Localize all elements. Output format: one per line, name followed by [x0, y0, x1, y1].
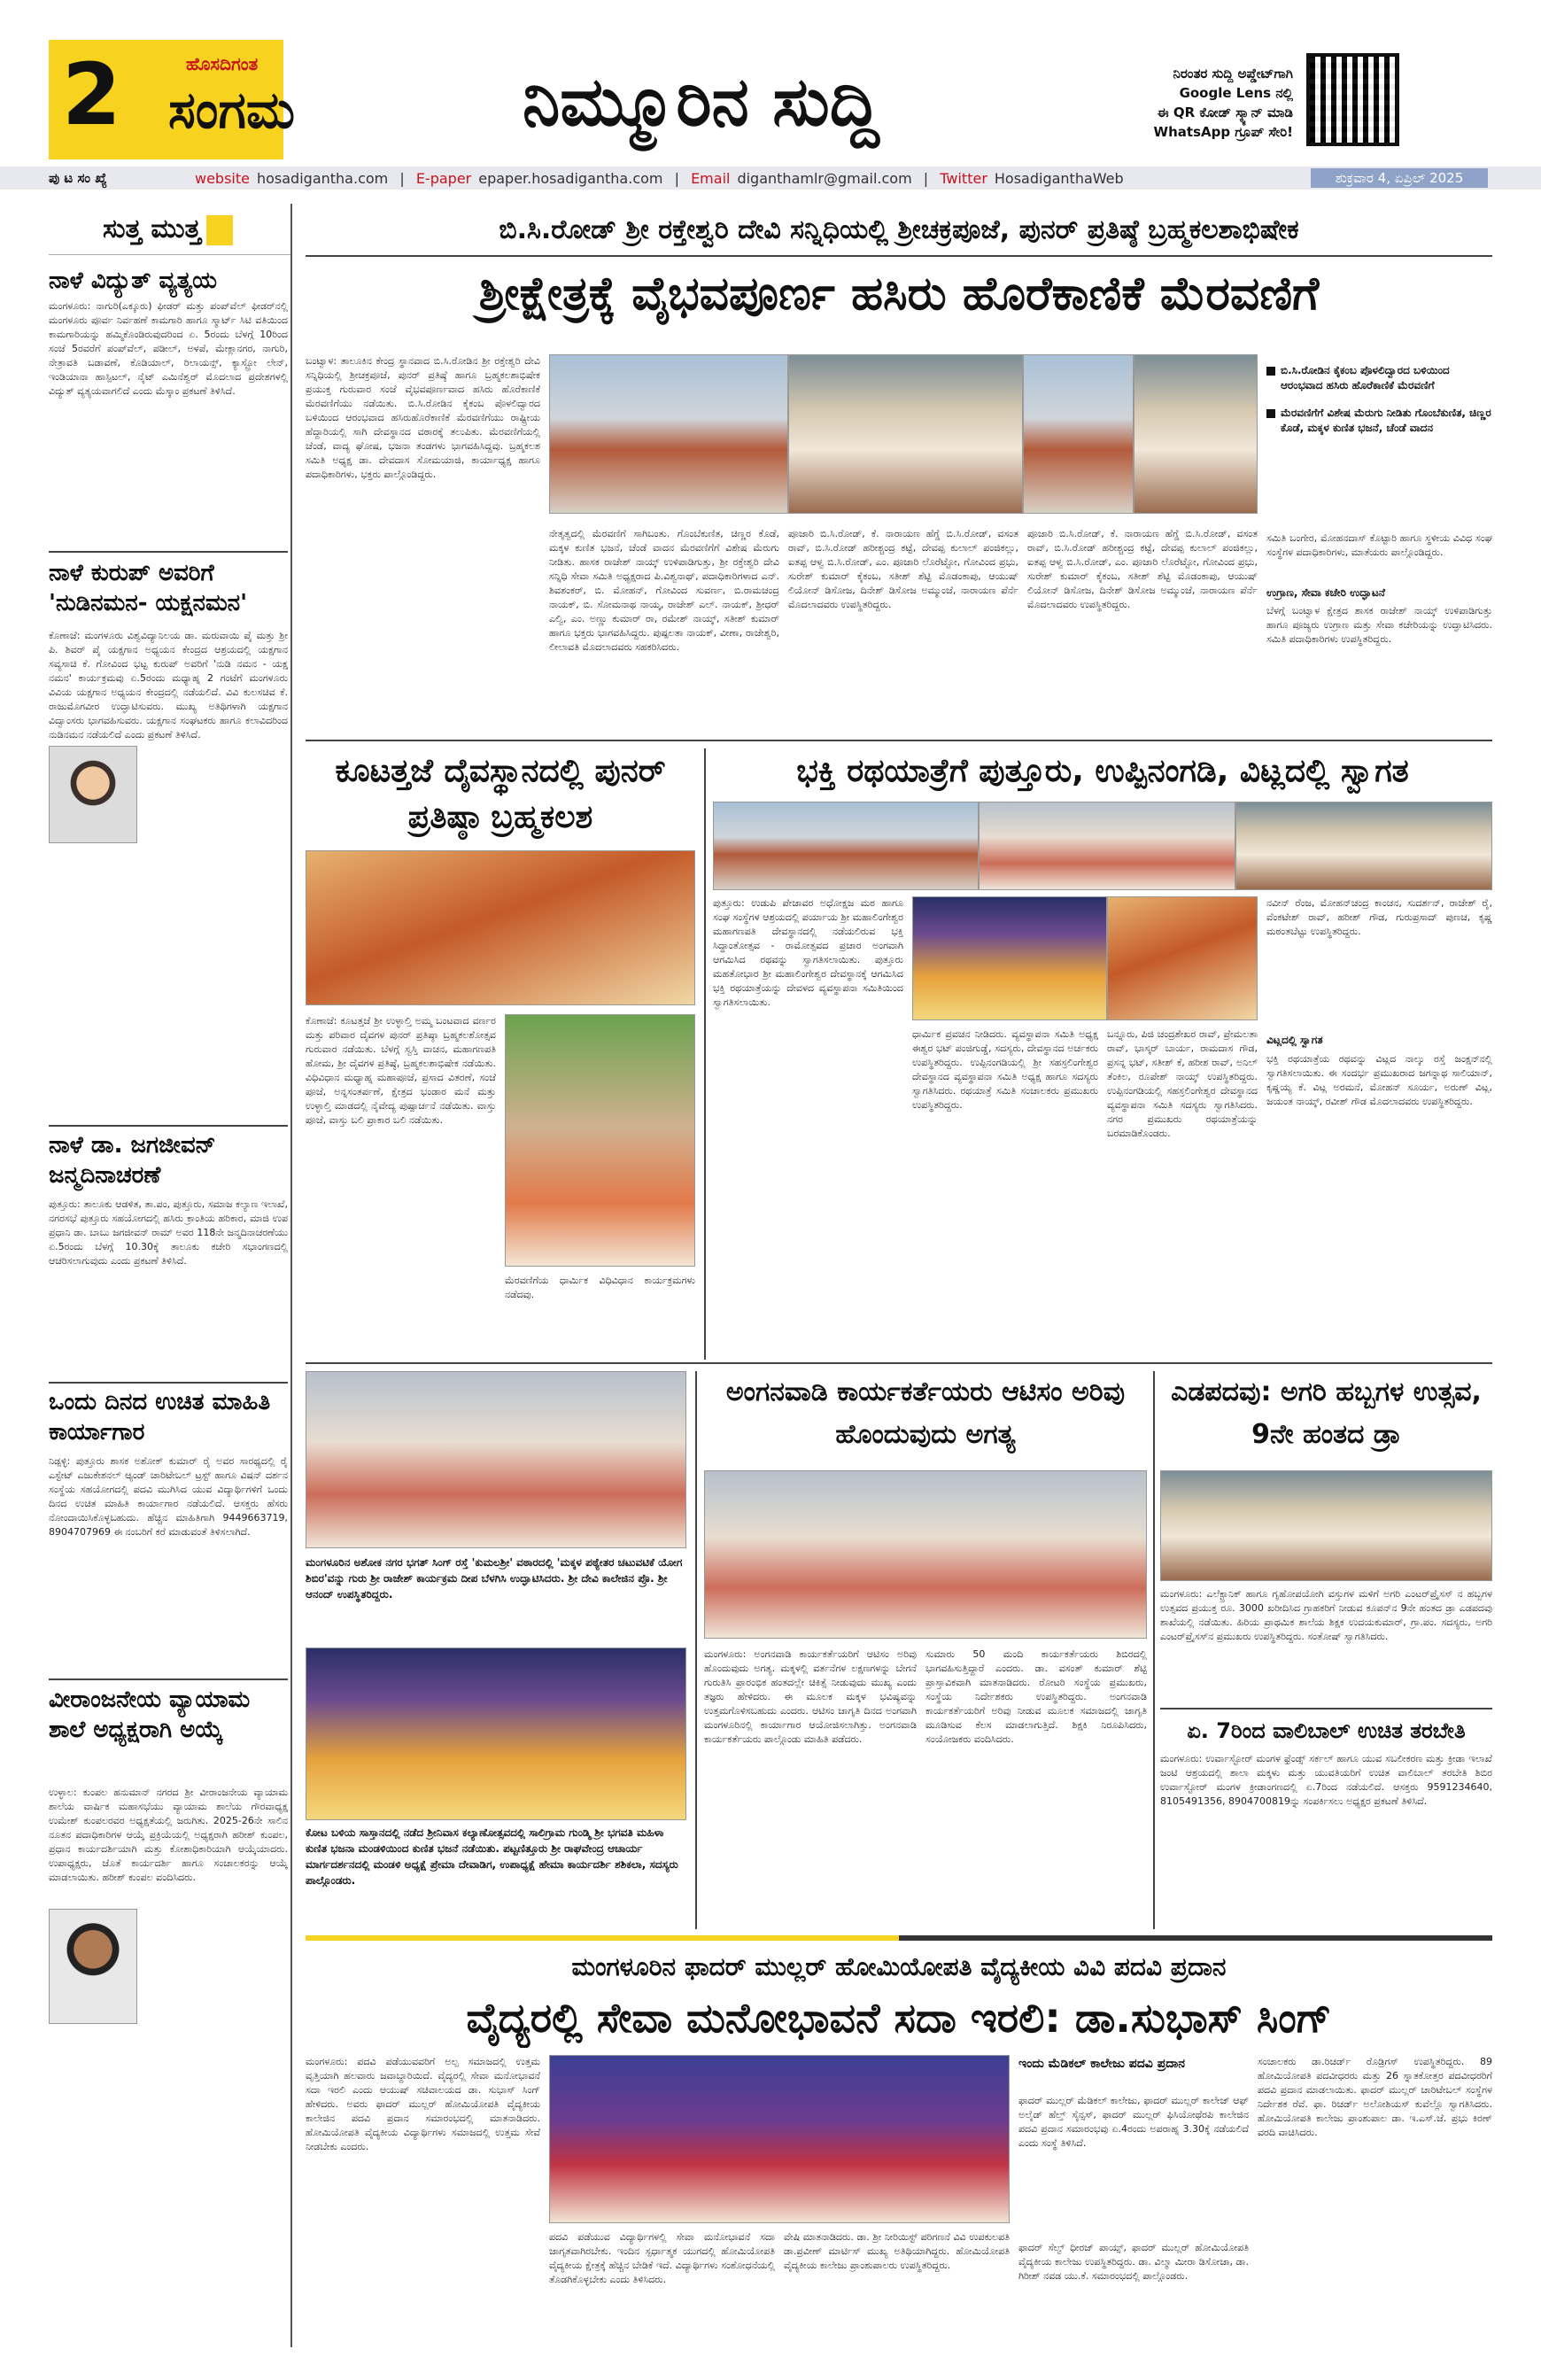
divider [306, 740, 1492, 741]
whatsapp-promo [1098, 64, 1293, 142]
chariot-photo [912, 896, 1107, 1020]
story-body: ಮಂಗಳೂರು: ನಾಗುರಿ(ಎಕ್ಕೂರು) ಫೀಡರ್ ಮತ್ತು ಪಂಪ್‌ವೆಲ್ ಫೀಡರ್‌ನಲ್ಲಿ ಮಂಗಳೂರು ಪೂರ್ವ ನಿರ್ವಹಣೆ ಕಾಮಗಾರಿ ಹಾಗೂ ಸ್ಮಾರ್ಟ್ ಸಿಟಿ ವತಿಯಿಂದ ಕಾಮಗಾರಿಯನ್ನು ಹಮ್ಮಿಕೊಂಡಿರುವುದರಿಂದ ಏ. 5ರಂದು ಬೆಳಗ್ಗೆ 10ರಿಂದ ಸಂಜೆ 5ರವರೆಗೆ ಪಂಪ್‌ವೆಲ್, ಪಡೀಲ್, ಅಳಪೆ, ಮೇಕ್ಲಾನಗರ, ನಾಗುರಿ, ನೇತ್ರಾವತಿ ಬಡಾವಣೆ, ಕೊಡಿಯಾಲ್, ರಿಲಾಯನ್ಸ್, ಕ್ಯಾಸ್ಟ್ರೋ ಲೇನ್, ಇಂಡಿಯಾನಾ ಹಾಸ್ಪಿಟಲ್, ನೈಟ್ ಎಮಿನೆಶ್ವರ್ ಮೊದಲಾದ ಪ್ರದೇಶಗಳಲ್ಲಿ ವಿದ್ಯುತ್ ವ್ಯತ್ಯಯವಾಗಲಿದೆ ಎಂದು ಮೆಸ್ಕಾಂ ಪ್ರಕಟಣೆ ತಿಳಿಸಿದೆ. [49, 300, 288, 397]
highlights-box [1266, 363, 1492, 554]
story-headline: ನಾಳೆ ವಿದ್ಯುತ್ ವ್ಯತ್ಯಯ [49, 267, 218, 294]
story-body: ಪುತ್ತೂರು: ಉಡುಪಿ ಪೇಜಾವರ ಅಧೋಕ್ಷಜ ಮಠ ಹಾಗೂ ಸಂಘ ಸಂಸ್ಥೆಗಳ ಆಶ್ರಯದಲ್ಲಿ ಪರ್ಯಾಯ ಶ್ರೀ ಮಹಾಲಿಂಗೇಶ್ವರ ಮಹಾಗಣಪತಿ ದೇವಸ್ಥಾನದಲ್ಲಿ ನಡೆಯಲಿರುವ ಭಕ್ತಿ ಸಿದ್ಧಾಂತೋತ್ಸವ - ರಾಮೋತ್ಸವದ ಪ್ರಚಾರ ಅಂಗವಾಗಿ ಆಗಮಿಸಿದ ರಥವನ್ನು ಸ್ವಾಗತಿಸಲಾಯಿತು. ಪುತ್ತೂರು ಮಹತೋಭಾರ ಶ್ರೀ ಮಹಾಲಿಂಗೇಶ್ವರ ದೇವಸ್ಥಾನಕ್ಕೆ ಆಗಮಿಸಿದ ಭಕ್ತಿ ರಥಯಾತ್ರೆಯನ್ನು ದೇವಳದ ವ್ಯವಸ್ಥಾಪನಾ ಸಮಿತಿಯಿಂದ ಸ್ವಾಗತಿಸಲಾಯಿತು. [713, 897, 903, 1008]
story-body: ಕೊಣಾಜೆ: ಕೂಟತ್ತಜೆ ಶ್ರೀ ಉಳ್ಳಾಲ್ತಿ ಅಮ್ಮ ಬಂಟವಾದ ವರ್ಣರ ಮತ್ತು ಪರಿವಾರ ದೈವಗಳ ಪುನರ್ ಪ್ರತಿಷ್ಠಾ ಬ್ರಹ್ಮಕಲಶೋತ್ಸವ ಗುರುವಾರ ನಡೆಯಿತು. ಬೆಳಗ್ಗೆ ಸ್ವಸ್ತಿ ವಾಚನ, ಮಹಾಗಣಪತಿ ಹೋಮ, ಶ್ರೀ ದೈವಗಳ ಪ್ರತಿಷ್ಠೆ, ಬ್ರಹ್ಮಕಲಶಾಭಿಷೇಕ ನಡೆಯಿತು. ವಿಧಿವಿಧಾನ ಮಧ್ಯಾಹ್ನ ಮಹಾಪೂಜೆ, ಪ್ರಸಾದ ವಿತರಣೆ, ಸಂಜೆ ಪೂಜೆ, ಅನ್ನಸಂತರ್ಪಣೆ, ಕ್ಷೇತ್ರದ ಭಂಡಾರ ಮನೆ ಮತ್ತು ಉಳ್ಳಾಲ್ತಿ ಮಾಡದಲ್ಲಿ ನೈವೇದ್ಯ ಪುಷ್ಪಾರ್ಚನೆ ನಡೆಯಿತು. ವಾಸ್ತು ಪೂಜೆ, ವಾಸ್ತು ಬಲಿ ಪ್ರಾಕಾರ ಬಲಿ ನಡೆಯಿತು. [306, 1015, 496, 1126]
story-body: ಪೂಜಾರಿ ಬಿ.ಸಿ.ರೋಡ್, ಕೆ. ನಾರಾಯಣ ಹೆಗ್ಡೆ ಬಿ.ಸಿ.ರೋಡ್, ವಸಂತ ರಾವ್, ಬಿ.ಸಿ.ರೋಡ್ ಹರೀಶ್ಚಂದ್ರ ಕಟ್ಟೆ, ದೇವಪ್ಪ ಕುಲಾಲ್ ಪಂಜಿಕಲ್ಲು, ಐತಪ್ಪ ಆಳ್ವ ಬಿ.ಸಿ.ರೋಡ್, ಎಂ. ಪೂಜಾರಿ ಲೊರೆಟ್ಟೋ, ಗೋವಿಂದ ಪ್ರಭು, ಸುರೇಶ್ ಕುಮಾರ್ ಕೈಕಂಬ, ಸತೀಶ್ ಶೆಟ್ಟಿ ಮೊಡಂಕಾಪು, ಆಯುಷ್ ಲಿಯೋನ್ ಡಿಸೋಜ, ದಿನೇಶ್ ಡಿಸೋಜ ಅಮ್ಮುಂಜೆ, ನಾರಾಯಣ ಪೆರ್ನೆ ಮೊದಲಾದವರು ಉಪಸ್ಥಿತರಿದ್ದರು. [788, 528, 1018, 610]
divider [49, 1678, 288, 1680]
promo-line: WhatsApp ಗ್ರೂಪ್ ಸೇರಿ! [1153, 124, 1293, 140]
website-label: website [195, 170, 250, 187]
epaper-link[interactable]: epaper.hosadigantha.com [478, 170, 663, 187]
story-body: ಉಳ್ಳಾಲ: ಕುಂಪಲ ಹನುಮಾನ್ ನಗರದ ಶ್ರೀ ವೀರಾಂಜನೇಯ ವ್ಯಾಯಾಮ ಶಾಲೆಯ ವಾರ್ಷಿಕ ಮಹಾಸಭೆಯು ವ್ಯಾಯಾಮ ಶಾಲೆಯ ಗೌರವಾಧ್ಯಕ್ಷ ಉಮೇಶ್ ಕುಂಪಲರವರ ಅಧ್ಯಕ್ಷತೆಯಲ್ಲಿ ಜರುಗಿತು. 2025-26ನೇ ಸಾಲಿನ ನೂತನ ಪದಾಧಿಕಾರಿಗಳ ಆಯ್ಕೆ ಪ್ರಕ್ರಿಯೆಯಲ್ಲಿ ಅಧ್ಯಕ್ಷರಾಗಿ ಹರೀಶ್ ಕುಂಪಲ, ಪ್ರಧಾನ ಕಾರ್ಯದರ್ಶಿಯಾಗಿ ಮತ್ತು ಕೋಶಾಧಿಕಾರಿಯಾಗಿ ಆಯ್ಕೆಯಾದರು. ಉಪಾಧ್ಯಕ್ಷರು, ಜೊತೆ ಕಾರ್ಯದರ್ಶಿ ಹಾಗೂ ಸಂಚಾಲಕರನ್ನು ಆಯ್ಕೆ ಮಾಡಲಾಯಿತು. ಹರೀಶ್ ಕುಂಪಲ ವಂದಿಸಿದರು. [49, 1787, 288, 1883]
story-body: ಮಂಗಳೂರು: ಉರ್ವಾಸ್ಟೋರ್ ಮಂಗಳ ಫ್ರೆಂಡ್ಸ್ ಸರ್ಕಲ್ ಹಾಗೂ ಯುವ ಸಬಲೀಕರಣ ಮತ್ತು ಕ್ರೀಡಾ ಇಲಾಖೆ ಜಂಟಿ ಆಶ್ರಯದಲ್ಲಿ ಶಾಲಾ ಮಕ್ಕಳು ಮತ್ತು ಯುವತಿಯರಿಗೆ ಉಚಿತ ವಾಲಿಬಾಲ್ ತರಬೇತಿ ಶಿಬಿರ ಉರ್ವಾಸ್ಟೋರ್ ಮಂಗಳ ಕ್ರೀಡಾಂಗಣದಲ್ಲಿ ಏ.7ರಿಂದ ನಡೆಯಲಿದೆ. ಆಸಕ್ತರು 9591234640, 8105491356, 8904700819ನ್ನು ಸಂಪರ್ಕಿಸಲು ಅಧ್ಯಕ್ಷರ ಪ್ರಕಟಣೆ ತಿಳಿಸಿದೆ. [1160, 1753, 1492, 1807]
divider [49, 1382, 288, 1384]
story-body: ಸುಮಾರು 50 ಮಂದಿ ಕಾರ್ಯಕರ್ತೆಯರು ಶಿಬಿರದಲ್ಲಿ ಭಾಗವಹಿಸುತ್ತಿದ್ದಾರೆ ಎಂದರು. ಡಾ. ವಸಂತ್ ಕುಮಾರ್ ಶೆಟ್ಟಿ ಪ್ರಾಸ್ತಾವಿಕವಾಗಿ ಮಾತನಾಡಿದರು. ರೋಟರಿ ಸಂಸ್ಥೆಯ ಪ್ರಮುಖರು, ಸಂಸ್ಥೆಯ ನಿರ್ದೇಶಕರು ಉಪಸ್ಥಿತರಿದ್ದರು. ಅಂಗನವಾಡಿ ಕಾರ್ಯಕರ್ತೆಯರಿಗೆ ಅರಿವು ನೀಡುವ ಮೂಲಕ ಸಮಾಜದಲ್ಲಿ ಜಾಗೃತಿ ಮೂಡಿಸುವ ಕೆಲಸ ಮಾಡಲಾಗುತ್ತಿದೆ. ಶಿಕ್ಷಕಿ ನಿರೂಪಿಸಿದರು, ಸಂಯೋಜಕರು ವಂದಿಸಿದರು. [925, 1648, 1147, 1745]
story-body: ಫಾದರ್ ಸೆಲ್ವ್ ಧೀರಜ್ ಪಾಯ್ಸ್, ಫಾದರ್ ಮುಲ್ಲರ್ ಹೋಮಿಯೋಪತಿ ವೈದ್ಯಕೀಯ ಕಾಲೇಜು ಉಪಸ್ಥಿತರಿದ್ದರು. ಡಾ. ವಿಲ್ಮಾ ಮೀರಾ ಡಿಸೋಜಾ, ಡಾ. ಗಿರೀಶ್ ನವಡ ಯು.ಕೆ. ಸಮಾರಂಭದಲ್ಲಿ ಪಾಲ್ಗೊಂಡರು. [1018, 2242, 1249, 2282]
promo-line: Google Lens ನಲ್ಲಿ [1179, 85, 1293, 101]
photo-caption: ಮೆರವಣಿಗೆಯ ಧಾರ್ಮಿಕ ವಿಧಿವಿಧಾನ ಕಾರ್ಯಕ್ರಮಗಳು ನಡೆದವು. [505, 1275, 695, 1300]
promo-line: ನಿರಂತರ ಸುದ್ದಿ ಅಪ್ಡೇಟ್‌ಗಾಗಿ [1173, 66, 1293, 81]
main-headline: ಶ್ರೀಕ್ಷೇತ್ರಕ್ಕೆ ವೈಭವಪೂರ್ಣ ಹಸಿರು ಹೊರೆಕಾಣಿಕೆ ಮೆರವಣಿಗೆ [478, 267, 1320, 321]
procession-photo [1023, 354, 1134, 514]
sub-headline: ಉಗ್ರಾಣ, ಸೇವಾ ಕಚೇರಿ ಉದ್ಘಾಟನೆ [1266, 586, 1385, 599]
twitter-link[interactable]: HosadiganthaWeb [994, 170, 1124, 187]
story-body: ಭಕ್ತಿ ರಥಯಾತ್ರೆಯ ರಥವನ್ನು ವಿಟ್ಲದ ನಾಲ್ಕು ರಸ್ತೆ ಜಂಕ್ಷನ್‌ನಲ್ಲಿ ಸ್ವಾಗತಿಸಲಾಯಿತು. ಈ ಸಂದರ್ಭ ಪ್ರಮುಖರಾದ ಜಗನ್ನಾಥ ಸಾಲಿಯಾನ್, ಕೃಷ್ಣಯ್ಯ ಕೆ. ವಿಟ್ಲ ಅರಮನೆ, ಮೋಹನ್ ಸೂರ್ಯ, ಅರುಣ್ ವಿಟ್ಲ, ಜಯಂತ ನಾಯ್ಕ್, ರವೀಶ್ ಗೌಡ ಮೊದಲಾದವರು ಉಪಸ್ಥಿತರಿದ್ದರು. [1266, 1053, 1492, 1107]
issue-date: ಶುಕ್ರವಾರ 4, ಏಪ್ರಿಲ್ 2025 [1311, 168, 1488, 188]
story-headline: ಎಡಪದವು: ಅಗರಿ ಹಬ್ಬಗಳ ಉತ್ಸವ, 9ನೇ ಹಂತದ ಡ್ರಾ [1171, 1376, 1482, 1450]
left-column [49, 204, 292, 2347]
book-icon [206, 215, 233, 245]
story-body: ಬಂಟ್ವಾಳ: ತಾಲೂಕಿನ ಕೇಂದ್ರ ಸ್ಥಾನವಾದ ಬಿ.ಸಿ.ರೋಡಿನ ಶ್ರೀ ರಕ್ತೇಶ್ವರಿ ದೇವಿ ಸನ್ನಿಧಿಯಲ್ಲಿ ಶ್ರೀಚಕ್ರಪೂಜೆ, ಪುನರ್ ಪ್ರತಿಷ್ಠೆ ಹಾಗೂ ಬ್ರಹ್ಮಕಲಶಾಭಿಷೇಕ ಪ್ರಯುಕ್ತ ಗುರುವಾರ ಸಂಜೆ ವೈಭವಪೂರ್ಣವಾದ ಹಸಿರು ಹೊರೆಕಾಣಿಕೆ ಮೆರವಣಿಗೆಯು ನಡೆಯಿತು. ಬಿ.ಸಿ.ರೋಡಿನ ಕೈಕಂಬ ಪೊಳಲಿದ್ವಾರದ ಬಳಿಯಿಂದ ಆರಂಭವಾದ ಹಸಿರುಹೊರೆಕಾಣಿಕೆ ಮೆರವಣಿಗೆಯು ರಾಷ್ಟ್ರೀಯ ಹೆದ್ದಾರಿಯಲ್ಲಿ ಸಾಗಿ ದೇವಸ್ಥಾನದ ವಠಾರಕ್ಕೆ ತಲುಪಿತು. ಮೆರವಣಿಗೆಯಲ್ಲಿ ಚೆಂಡೆ, ವಾದ್ಯ ಘೋಷ, ಭಜನಾ ತಂಡಗಳು ಭಾಗವಹಿಸಿದ್ದವು. ಬ್ರಹ್ಮಕಲಶ ಸಮಿತಿ ಅಧ್ಯಕ್ಷ ಡಾ. ದೇವದಾಸ ಸೋಮಯಾಜಿ, ಕಾರ್ಯಾಧ್ಯಕ್ಷ ಹಾಗೂ ಪದಾಧಿಕಾರಿಗಳು, ಭಕ್ತರು ಪಾಲ್ಗೊಂಡಿದ್ದರು. [306, 355, 540, 480]
story-headline: ವೈದ್ಯರಲ್ಲಿ ಸೇವಾ ಮನೋಭಾವನೆ ಸದಾ ಇರಲಿ: ಡಾ.ಸುಭಾಸ್ ಸಿಂಗ್ [466, 1994, 1332, 2042]
ritual-photo [306, 850, 695, 1005]
story-body: ನಿಡ್ಪಳ್ಳಿ: ಪುತ್ತೂರು ಶಾಸಕ ಅಶೋಕ್ ಕುಮಾರ್ ರೈ ಅವರ ಸಾರಥ್ಯದಲ್ಲಿ ರೈ ಎಸ್ಟೇಟ್ ಎಜುಕೇಶನಲ್ ಆ್ಯಂಡ್ ಚಾರಿಟೇಬಲ್ ಟ್ರಸ್ಟ್ ಹಾಗೂ ವಿಷನ್ ದರ್ಶನ ಸಂಸ್ಥೆಯ ಸಹಯೋಗದಲ್ಲಿ ಪದವಿ ಮುಗಿಸಿದ ಯುವ ವಿದ್ಯಾರ್ಥಿಗಳಿಗೆ ಒಂದು ದಿನದ ಉಚಿತ ಮಾಹಿತಿ ಕಾರ್ಯಾಗಾರ ನಡೆಯಲಿದೆ. ಆಸಕ್ತರು ಹೆಸರು ನೋಂದಾಯಿಸಿಕೊಳ್ಳಬಹುದು. ಹೆಚ್ಚಿನ ಮಾಹಿತಿಗಾಗಿ 9449663719, 8904707969 ಈ ನಂಬರಿಗೆ ಕರೆ ಮಾಡುವಂತೆ ತಿಳಿಸಲಾಗಿದೆ. [49, 1455, 288, 1538]
highlight-item: ಬಿ.ಸಿ.ರೋಡಿನ ಕೈಕಂಬ ಪೊಳಲಿದ್ವಾರದ ಬಳಿಯಿಂದ ಆರಂಭವಾದ ಹಸಿರು ಹೊರೆಕಾಣಿಕೆ ಮೆರವಣಿಗೆ [1266, 363, 1492, 393]
page-number: 2 [62, 45, 121, 144]
divider [49, 551, 288, 553]
graduation-photo [549, 2055, 1010, 2223]
qr-code-icon[interactable] [1306, 53, 1399, 146]
sub-headline: ಇಂದು ಮೆಡಿಕಲ್ ಕಾಲೇಜು ಪದವಿ ಪ್ರದಾನ [1018, 2057, 1186, 2071]
story-headline: ಒಂದು ದಿನದ ಉಚಿತ ಮಾಹಿತಿ ಕಾರ್ಯಾಗಾರ [49, 1389, 271, 1446]
shrine-photo [505, 1014, 695, 1267]
story-body: ಕೊಣಾಜೆ: ಮಂಗಳೂರು ವಿಶ್ವವಿದ್ಯಾನಿಲಯ ಡಾ. ಮರುವಾಯಿ ಪೈ ಮತ್ತು ಶ್ರೀ ಪಿ. ಶಿವರ್ ಪೈ ಯಕ್ಷಗಾನ ಅಧ್ಯಯನ ಕೇಂದ್ರದ ಆಶ್ರಯದಲ್ಲಿ ಯಕ್ಷಗಾನ ಸವ್ಯಸಾಚಿ ಕೆ. ಗೋವಿಂದ ಭಟ್ಟ ಕುರುಪ್ ಅವರಿಗೆ 'ನುಡಿ ನಮನ - ಯಕ್ಷ ನಮನ' ಕಾರ್ಯಕ್ರಮವು ಏ.5ರಂದು ಮಧ್ಯಾಹ್ನ 2 ಗಂಟೆಗೆ ಮಂಗಳೂರು ವಿವಿಯ ಯಕ್ಷಗಾನ ಅಧ್ಯಯನ ಕೇಂದ್ರದಲ್ಲಿ ನಡೆಯಲಿದೆ. ವಿವಿ ಕುಲಸಚಿವ ಕೆ. ರಾಜುಮೊಗವೀರ ಉದ್ಘಾಟಿಸುವರು. ಮುಖ್ಯ ಅತಿಥಿಗಳಾಗಿ ಯಕ್ಷಗಾನ ವಿದ್ವಾಂಸರು ಭಾಗವಹಿಸುವರು. ಯಕ್ಷಗಾನ ಸಂಘಟಕರು ಹಾಗೂ ಕಲಾವಿದರಿಂದ ನುಡಿನಮನ ನಡೆಯಲಿದೆ ಎಂದು ಪ್ರಕಟಣೆ ತಿಳಿಸಿದೆ. [49, 630, 288, 740]
story-body: ವೇಷಿ ಮಾತನಾಡಿದರು. ಡಾ. ಶ್ರೀ ನೀರಿಯಿಸ್ಟ್ ಪರಿಗಣನೆ ವಿವಿ ಉಪಕುಲಪತಿ ಡಾ.ಪ್ರವೀಣ್ ಮಾರ್ಟಿಸ್ ಮುಖ್ಯ ಅತಿಥಿಯಾಗಿದ್ದರು. ಹೋಮಿಯೋಪತಿ ವೈದ್ಯಕೀಯ ಕಾಲೇಜು ಪ್ರಾಂಶುಪಾಲರು ಉಪಸ್ಥಿತರಿದ್ದರು. [784, 2231, 1010, 2271]
divider [49, 1125, 288, 1127]
procession-photo [549, 354, 788, 514]
welcome-photo [979, 802, 1235, 890]
story-kicker: ಮಂಗಳೂರಿನ ಫಾದರ್ ಮುಲ್ಲರ್ ಹೋಮಿಯೋಪತಿ ವೈದ್ಯಕೀಯ ವಿವಿ ಪದವಿ ಪ್ರದಾನ [571, 1952, 1227, 1981]
highlight-item: ಮೆರವಣಿಗೆಗೆ ವಿಶೇಷ ಮೆರುಗು ನೀಡಿತು ಗೊಂಬೆಕುಣಿತ, ಚಿಣ್ಣರ ಕೊಡೆ, ಮಕ್ಕಳ ಕುಣಿತ ಭಜನೆ, ಚೆಂಡೆ ವಾದನ [1266, 406, 1492, 436]
story-body: ಪುತ್ತೂರು: ತಾಲೂಕು ಆಡಳಿತ, ತಾ.ಪಂ, ಪುತ್ತೂರು, ಸಮಾಜ ಕಲ್ಯಾಣ ಇಲಾಖೆ, ನಗರಸಭೆ ಪುತ್ತೂರು ಸಹಯೋಗದಲ್ಲಿ ಹಸಿರು ಕ್ರಾಂತಿಯ ಹರಿಕಾರ, ಮಾಜಿ ಉಪ ಪ್ರಧಾನಿ ಡಾ. ಬಾಬು ಜಗಜೀವನ್ ರಾಮ್ ಅವರ 118ನೇ ಜನ್ಮದಿನಾಚರಣೆಯು ಏ.5ರಂದು ಬೆಳಗ್ಗೆ 10.30ಕ್ಕೆ ತಾಲೂಕು ಕಚೇರಿ ಸಭಾಂಗಣದಲ್ಲಿ ಆಚರಿಸಲಾಗುವುದು ಎಂದು ಪ್ರಕಟಣೆ ತಿಳಿಸಿದೆ. [49, 1198, 288, 1267]
divider [1160, 1708, 1492, 1709]
divider [306, 1362, 1492, 1364]
masthead [0, 0, 1541, 190]
story-body: ಸಂಚಾಲಕರು ಡಾ.ರಿಚರ್ಡ್ ರೊಡ್ರಿಗಸ್ ಉಪಸ್ಥಿತರಿದ್ದರು. 89 ಹೋಮಿಯೋಪತಿ ಪದವೀಧರರು ಮತ್ತು 26 ಸ್ನಾತಕೋತ್ತರ ಪದವೀಧರರಿಗೆ ಪದವಿ ಪ್ರದಾನ ಮಾಡಲಾಯಿತು. ಫಾದರ್ ಮುಲ್ಲರ್ ಚಾರಿಟೇಬಲ್ ಸಂಸ್ಥೆಗಳ ನಿರ್ದೇಶಕ ರೆವೆ. ಫಾ. ರಿಚರ್ಡ್ ಅಲೋಶಿಯಸ್ ಕುವೆಲ್ಲೊ ಸ್ವಾಗತಿಸಿದರು. ಹೋಮಿಯೋಪತಿ ಕಾಲೇಜು ಪ್ರಾಂಶುಪಾಲ ಡಾ. ಇ.ಎಸ್.ಜೆ. ಪ್ರಭು ಕಿರಣ್ ವರದಿ ವಾಚಿಸಿದರು. [1258, 2056, 1492, 2138]
column-header: ಸುತ್ತ ಮುತ್ತ [49, 204, 292, 255]
yoga-camp-photo [306, 1371, 686, 1548]
story-body: ಮಂಗಳೂರು: ಅಂಗನವಾಡಿ ಕಾರ್ಯಕರ್ತೆಯರಿಗೆ ಆಟಿಸಂ ಅರಿವು ಹೊಂದುವುದು ಅಗತ್ಯ. ಮಕ್ಕಳಲ್ಲಿ ವರ್ತನೆಗಳ ಲಕ್ಷಣಗಳನ್ನು ಬೇಗನೆ ಗುರುತಿಸಿ ಪ್ರಾರಂಭಿಕ ಹಂತದಲ್ಲೇ ಚಿಕಿತ್ಸೆ ನೀಡುವುದು ಮುಖ್ಯ ಎಂದು ತಜ್ಞರು ಹೇಳಿದರು. ಈ ಮೂಲಕ ಮಕ್ಕಳ ಭವಿಷ್ಯವನ್ನು ಉತ್ತಮಗೊಳಿಸಬಹುದು ಎಂದರು. ಆಟಿಸಂ ಜಾಗೃತಿ ದಿನದ ಅಂಗವಾಗಿ ಮಂಗಳೂರಿನಲ್ಲಿ ಕಾರ್ಯಾಗಾರ ಆಯೋಜಿಸಲಾಗಿತ್ತು. ಅಂಗನವಾಡಿ ಕಾರ್ಯಕರ್ತೆಯರು ಪಾಲ್ಗೊಂಡು ಮಾಹಿತಿ ಪಡೆದರು. [704, 1648, 917, 1745]
story-body: ನವೀನ್ ರೆಂಜ, ಮೋಹನ್‌ಚಂದ್ರ ಕಾಂಚನ, ಸುದರ್ಶನ್, ರಾಜೇಶ್ ರೈ, ವೆಂಕಟೇಶ್ ರಾವ್, ಹರೀಶ್ ಗೌಡ, ಗುರುಪ್ರಸಾದ್ ಪುಣಚ, ಕೃಷ್ಣ ಮಠಂತಬೆಟ್ಟು ಉಪಸ್ಥಿತರಿದ್ದರು. [1266, 897, 1492, 937]
story-body: ಧಾರ್ಮಿಕ ಪ್ರವಚನ ನೀಡಿದರು. ವ್ಯವಸ್ಥಾಪನಾ ಸಮಿತಿ ಅಧ್ಯಕ್ಷ ಈಶ್ವರ ಭಟ್ ಪಂಜಿಗುಡ್ಡೆ, ಸದಸ್ಯರು, ದೇವಸ್ಥಾನದ ಅರ್ಚಕರು ಉಪಸ್ಥಿತರಿದ್ದರು. ಉಪ್ಪಿನಂಗಡಿಯಲ್ಲಿ ಶ್ರೀ ಸಹಸ್ರಲಿಂಗೇಶ್ವರ ದೇವಸ್ಥಾನದ ವ್ಯವಸ್ಥಾಪನಾ ಸಮಿತಿ ಅಧ್ಯಕ್ಷ ಹಾಗೂ ಸದಸ್ಯರು ಸ್ವಾಗತಿಸಿದರು. ರಥಯಾತ್ರೆ ಸಮಿತಿ ಸಂಚಾಲಕರು ಪ್ರಮುಖರು ಉಪಸ್ಥಿತರಿದ್ದರು. [912, 1028, 1098, 1111]
brand-small: ಹೊಸದಿಗಂತ [186, 53, 259, 74]
website-link[interactable]: hosadigantha.com [256, 170, 389, 187]
divider [1153, 1371, 1155, 1929]
sub-headline: ವಿಟ್ಲದಲ್ಲಿ ಸ್ವಾಗತ [1266, 1034, 1323, 1046]
story-body: ನೇತೃತ್ವದಲ್ಲಿ ಮೆರವಣಿಗೆ ಸಾಗಿಬಂತು. ಗೊಂಬೆಕುಣಿತ, ಚಿಣ್ಣರ ಕೊಡೆ, ಮಕ್ಕಳ ಕುಣಿತ ಭಜನೆ, ಚೆಂಡೆ ವಾದನ ಮೆರವಣಿಗೆಗೆ ವಿಶೇಷ ಮೆರುಗು ನೀಡಿತು. ಹಾಸಕ ರಾಜೇಶ್ ನಾಯ್ಕ್ ಉಳಿಪಾಡಿಗುತ್ತು, ಶ್ರೀ ರಕ್ತೇಶ್ವರಿ ದೇವಿ ಸನ್ನಿಧಿ ಸೇವಾ ಸಮಿತಿ ಅಧ್ಯಕ್ಷರಾದ ಪಿ.ವಿಶ್ವನಾಥ್, ಪದಾಧಿಕಾರಿಗಳಾದ ಎನ್. ಶಿವಶಂಕರ್, ಬಿ. ಮೋಹನ್, ಗೋವಿಂದ ಸುವರ್ಣ, ಬಿ.ರಾಮಚಂದ್ರ ನಾಯಕ್, ಬಿ. ಸೋಮನಾಥ ನಾಯ್ಕ, ರಾಜೇಶ್ ಎಲ್. ನಾಯಕ್, ಶ್ರೀಧರ್ ಎಲ್ವಿ, ಎಂ. ಅಣ್ಣು ಕುಮಾರ್ ರಾ, ರಮೇಶ್ ನಾಯ್ಕ್, ಸತೀಶ್ ಕುಮಾರ್ ಹಾಗೂ ಭಕ್ತರು ಭಾಗವಹಿಸಿದ್ದರು. ಪುಷ್ಪಲತಾ ನಾಯಕ್, ವೀಣಾ, ರಾಜೇಶ್ವರಿ, ಲೀಲಾವತಿ ಮೊದಲಾದವರು ಸಹಕರಿಸಿದರು. [549, 528, 779, 653]
photo-caption: ಕೋಟ ಬಳಿಯ ಸಾಸ್ತಾನದಲ್ಲಿ ನಡೆದ ಶ್ರೀನಿವಾಸ ಕಲ್ಯಾಣೋತ್ಸವದಲ್ಲಿ ಸಾಲಿಗ್ರಾಮ ಗುಂಡ್ಮಿ ಶ್ರೀ ಭಗವತಿ ಮಹಿಳಾ ಕುಣಿತ ಭಜನಾ ಮಂಡಳಿಯಿಂದ ಕುಣಿತ ಭಜನೆ ನಡೆಯಿತು. ಪಟ್ಟಣಿತ್ತೂರು ಶ್ರೀ ರಾಘವೇಂದ್ರ ಆಚಾರ್ಯ ಮಾರ್ಗದರ್ಶನದಲ್ಲಿ ಮಂಡಳಿ ಅಧ್ಯಕ್ಷೆ ಪ್ರೇಮಾ ದೇವಾಡಿಗ, ಉಪಾಧ್ಯಕ್ಷೆ ಹೇಮಾ ಕಾರ್ಯದರ್ಶಿ ಶಶಿಕಲಾ, ಸದಸ್ಯರು ಪಾಲ್ಗೊಂಡರು. [306, 1826, 678, 1887]
main-kicker: ಬಿ.ಸಿ.ರೋಡ್ ಶ್ರೀ ರಕ್ತೇಶ್ವರಿ ದೇವಿ ಸನ್ನಿಧಿಯಲ್ಲಿ ಶ್ರೀಚಕ್ರಪೂಜೆ, ಪುನರ್ ಪ್ರತಿಷ್ಠೆ ಬ್ರಹ್ಮಕಲಶಾಭಿಷೇಕ [306, 204, 1492, 257]
story-headline: ವೀರಾಂಜನೇಯ ವ್ಯಾಯಾಮ ಶಾಲೆ ಅಧ್ಯಕ್ಷರಾಗಿ ಅಯ್ಕೆ [49, 1686, 251, 1743]
contact-links: website hosadigantha.com | E-paper epaper.hosadigantha.com | Email diganthamlr@gmail.com | Twitter HosadiganthaWeb [195, 170, 1124, 187]
twitter-label: Twitter [940, 170, 987, 187]
promo-line: ಈ QR ಕೋಡ್ ಸ್ಕ್ಯಾನ್ ಮಾಡಿ [1157, 105, 1293, 120]
divider [695, 1371, 697, 1929]
email-link[interactable]: diganthamlr@gmail.com [737, 170, 912, 187]
story-body: ಮಂಗಳೂರು: ಎಲೆಕ್ಟ್ರಾನಿಕ್ ಹಾಗೂ ಗೃಹೋಪಯೋಗಿ ವಸ್ತುಗಳ ಮಳಿಗೆ ಅಗರಿ ಎಂಟರ್‌ಪ್ರೈಸಸ್‌ ನ ಹಬ್ಬಗಳ ಉತ್ಸವದ ಪ್ರಯುಕ್ತ ರೂ. 3000 ಖರೀದಿಸಿದ ಗ್ರಾಹಕರಿಗೆ ನೀಡುವ ಕೂಪನ್‌ನ 9ನೇ ಹಂತದ ಡ್ರಾ ಎಡಪದವು ಶಾಖೆಯಲ್ಲಿ ನಡೆಯಿತು. ಹಿರಿಯ ಪ್ರಾಥಮಿಕ ಶಾಲೆಯ ಶಿಕ್ಷಕ ಉದಯಕುಮಾರ್, ಗ್ರಾ.ಪಂ. ಸದಸ್ಯರು, ಅಗರಿ ಎಂಟರ್‌ಪ್ರೈಸಸ್‌ನ ಪ್ರಮುಖರು ಉಪಸ್ಥಿತರಿದ್ದರು. ಸಂತೋಷ್ ಸ್ವಾಗತಿಸಿದರು. [1160, 1588, 1492, 1642]
procession-photo [1134, 354, 1258, 514]
story-body: ಬೆಳಗ್ಗೆ ಬಂಟ್ವಾಳ ಕ್ಷೇತ್ರದ ಶಾಸಕ ರಾಜೇಶ್ ನಾಯ್ಕ್ ಉಳಿಪಾಡಿಗುತ್ತು ಹಾಗೂ ಪೂಜ್ಯರು ಉಗ್ರಾಣ ಮತ್ತು ಸೇವಾ ಕಚೇರಿಯನ್ನು ಉದ್ಘಾಟಿಸಿದರು. ಸಮಿತಿ ಪದಾಧಿಕಾರಿಗಳು ಉಪಸ್ಥಿತರಿದ್ದರು. [1266, 605, 1492, 645]
welcome-photo [1235, 802, 1492, 890]
email-label: Email [691, 170, 731, 187]
procession-photo [788, 354, 1023, 514]
story-headline: ಏ. 7ರಿಂದ ವಾಲಿಬಾಲ್ ಉಚಿತ ತರಬೇತಿ [1187, 1718, 1466, 1743]
story-headline: ನಾಳೆ ಕುರುಪ್ ಅವರಿಗೆ 'ನುಡಿನಮನ- ಯಕ್ಷನಮನ' [49, 560, 248, 616]
story-body: ಸಮಿತಿ ಬಂಗೇರ, ಮೋಹನದಾಸ್ ಕೊಟ್ಟಾರಿ ಹಾಗೂ ಸ್ಥಳೀಯ ವಿವಿಧ ಸಂಘ ಸಂಸ್ಥೆಗಳ ಪದಾಧಿಕಾರಿಗಳು, ಮಾತೆಯರು ಪಾಲ್ಗೊಂಡಿದ್ದರು. [1266, 532, 1492, 558]
page-title: ನಿಮ್ಮೂರಿನ ಸುದ್ದಿ [523, 62, 879, 141]
bhajan-photo [306, 1647, 686, 1820]
epaper-label: E-paper [415, 170, 472, 187]
story-headline: ಅಂಗನವಾಡಿ ಕಾರ್ಯಕರ್ತೆಯರು ಆಟಿಸಂ ಅರಿವು ಹೊಂದುವುದು ಅಗತ್ಯ [725, 1376, 1126, 1450]
lucky-draw-photo [1160, 1470, 1492, 1581]
brand-big: ಸಂಗಮ [168, 80, 296, 140]
story-body: ಮಂಗಳೂರು: ಪದವಿ ಪಡೆಯುವವರಿಗೆ ಅಲ್ಪ ಸಮಾಜದಲ್ಲಿ ಉತ್ತಮ ವೃತ್ತಿಯಾಗಿ ಹಲವಾರು ಜವಾಬ್ದಾರಿಯಿದೆ. ವೈದ್ಯರಲ್ಲಿ ಸೇವಾ ಮನೋಭಾವನೆ ಸದಾ ಇರಲಿ ಎಂದು ಆಯುಷ್ ಸಚಿವಾಲಯದ ಡಾ. ಸುಭಾಸ್ ಸಿಂಗ್ ಹೇಳಿದರು. ಅವರು ಫಾದರ್ ಮುಲ್ಲರ್ ಹೋಮಿಯೋಪತಿ ವೈದ್ಯಕೀಯ ಕಾಲೇಜಿನ ಪದವಿ ಪ್ರದಾನ ಸಮಾರಂಭದಲ್ಲಿ ಮಾತನಾಡಿದರು. ಹೋಮಿಯೋಪತಿ ವೈದ್ಯಕೀಯ ವಿದ್ಯಾರ್ಥಿಗಳು ಸಮಾಜದಲ್ಲಿ ಉತ್ತಮ ಸೇವೆ ನೀಡಬೇಕು ಎಂದರು. [306, 2056, 540, 2152]
photo-caption: ಮಂಗಳೂರಿನ ಅಶೋಕ ನಗರ ಭಗತ್ ಸಿಂಗ್ ರಸ್ತೆ 'ಕುಮಲಶ್ರೀ' ವಠಾರದಲ್ಲಿ 'ಮಕ್ಕಳ ಪಠ್ಯೇತರ ಚಟುವಟಿಕೆ ಯೋಗ ಶಿಬಿರ'ವನ್ನು ಗುರು ಶ್ರೀ ರಾಜೇಶ್ ಕಾರ್ಯಕ್ರಮ ದೀಪ ಬೆಳಗಿಸಿ ಉದ್ಘಾಟಿಸಿದರು. ಶ್ರೀ ದೇವಿ ಕಾಲೇಜಿನ ಪ್ರೊ. ಶ್ರೀ ಆನಂದ್ ಉಪಸ್ಥಿತರಿದ್ದರು. [306, 1556, 683, 1601]
welcome-photo [713, 802, 979, 890]
story-headline: ನಾಳೆ ಡಾ. ಜಗಜೀವನ್ ಜನ್ಮದಿನಾಚರಣೆ [49, 1132, 216, 1189]
section-label: ಪು ಟ ಸಂ ಖ್ಯೆ [49, 170, 107, 186]
chariot-photo [1107, 896, 1258, 1020]
lamp-lighting-photo [704, 1470, 1147, 1639]
story-headline: ಭಕ್ತಿ ರಥಯಾತ್ರೆಗೆ ಪುತ್ತೂರು, ಉಪ್ಪಿನಂಗಡಿ, ವಿಟ್ಲದಲ್ಲಿ ಸ್ವಾಗತ [796, 753, 1409, 789]
divider [704, 748, 706, 1360]
story-headline: ಕೂಟತ್ತಜೆ ದೈವಸ್ಥಾನದಲ್ಲಿ ಪುನರ್ ಪ್ರತಿಷ್ಠಾ ಬ್ರಹ್ಮಕಲಶ [335, 753, 666, 835]
divider [306, 1935, 1492, 1941]
story-body: ಬನ್ನೂರು, ಪಿಜಿ ಚಂದ್ರಶೇಖರ ರಾವ್, ಪ್ರೇಮಲತಾ ರಾವ್, ಭಾಸ್ಕರ್ ಬಾರ್ಯ, ರಾಮದಾಸ ಗೌಡ, ಪ್ರಸನ್ನ ಭಟ್, ಸತೀಶ್ ಕೆ, ಹರೀಶ ರಾವ್, ಅನಿಲ್ ತೆಂಕಿಲ, ರೂಪೇಶ್ ನಾಯ್ಕ್ ಉಪಸ್ಥಿತರಿದ್ದರು. ಉಪ್ಪಿನಂಗಡಿಯಲ್ಲಿ ಸಹಸ್ರಲಿಂಗೇಶ್ವರ ದೇವಸ್ಥಾನದ ವ್ಯವಸ್ಥಾಪನಾ ಸಮಿತಿ ಸದಸ್ಯರು ಸ್ವಾಗತಿಸಿದರು. ನಗರ ಪ್ರಮುಖರು ರಥಯಾತ್ರೆಯನ್ನು ಬರಮಾಡಿಕೊಂಡರು. [1107, 1028, 1258, 1139]
story-body: ಪದವಿ ಪಡೆಯುವ ವಿದ್ಯಾರ್ಥಿಗಳಲ್ಲಿ ಸೇವಾ ಮನೋಭಾವನೆ ಸದಾ ಜಾಗೃತವಾಗಿರಬೇಕು. ಇಂದಿನ ಸ್ಪರ್ಧಾತ್ಮಕ ಯುಗದಲ್ಲಿ ಹೋಮಿಯೋಪತಿ ವೈದ್ಯಕೀಯ ಕ್ಷೇತ್ರಕ್ಕೆ ಹೆಚ್ಚಿನ ಬೇಡಿಕೆ ಇದೆ. ವಿದ್ಯಾರ್ಥಿಗಳು ಸಂಶೋಧನೆಯಲ್ಲಿ ತೊಡಗಿಕೊಳ್ಳಬೇಕು ಎಂದು ತಿಳಿಸಿದರು. [549, 2231, 775, 2285]
story-body: ಫಾದರ್ ಮುಲ್ಲರ್ ಮೆಡಿಕಲ್ ಕಾಲೇಜು, ಫಾದರ್ ಮುಲ್ಲರ್ ಕಾಲೇಜ್ ಆಫ್ ಅಲೈಡ್ ಹೆಲ್ತ್ ಸೈನ್ಸಸ್, ಫಾದರ್ ಮುಲ್ಲರ್ ಫಿಸಿಯೋಥೆರಪಿ ಕಾಲೇಜಿನ ಪದವಿ ಪ್ರದಾನ ಸಮಾರಂಭವು ಏ.4ರಂದು ಅಪರಾಹ್ನ 3.30ಕ್ಕೆ ನಡೆಯಲಿದೆ ಎಂದು ಸಂಸ್ಥೆ ತಿಳಿಸಿದೆ. [1018, 2095, 1249, 2149]
story-body: ಪೂಜಾರಿ ಬಿ.ಸಿ.ರೋಡ್, ಕೆ. ನಾರಾಯಣ ಹೆಗ್ಡೆ ಬಿ.ಸಿ.ರೋಡ್, ವಸಂತ ರಾವ್, ಬಿ.ಸಿ.ರೋಡ್ ಹರೀಶ್ಚಂದ್ರ ಕಟ್ಟೆ, ದೇವಪ್ಪ ಕುಲಾಲ್ ಪಂಜಿಕಲ್ಲು, ಐತಪ್ಪ ಆಳ್ವ ಬಿ.ಸಿ.ರೋಡ್, ಎಂ. ಪೂಜಾರಿ ಲೊರೆಟ್ಟೋ, ಗೋವಿಂದ ಪ್ರಭು, ಸುರೇಶ್ ಕುಮಾರ್ ಕೈಕಂಬ, ಸತೀಶ್ ಶೆಟ್ಟಿ ಮೊಡಂಕಾಪು, ಆಯುಷ್ ಲಿಯೋನ್ ಡಿಸೋಜ, ದಿನೇಶ್ ಡಿಸೋಜ ಅಮ್ಮುಂಜೆ, ನಾರಾಯಣ ಪೆರ್ನೆ ಮೊದಲಾದವರು ಉಪಸ್ಥಿತರಿದ್ದರು. [1027, 528, 1258, 610]
